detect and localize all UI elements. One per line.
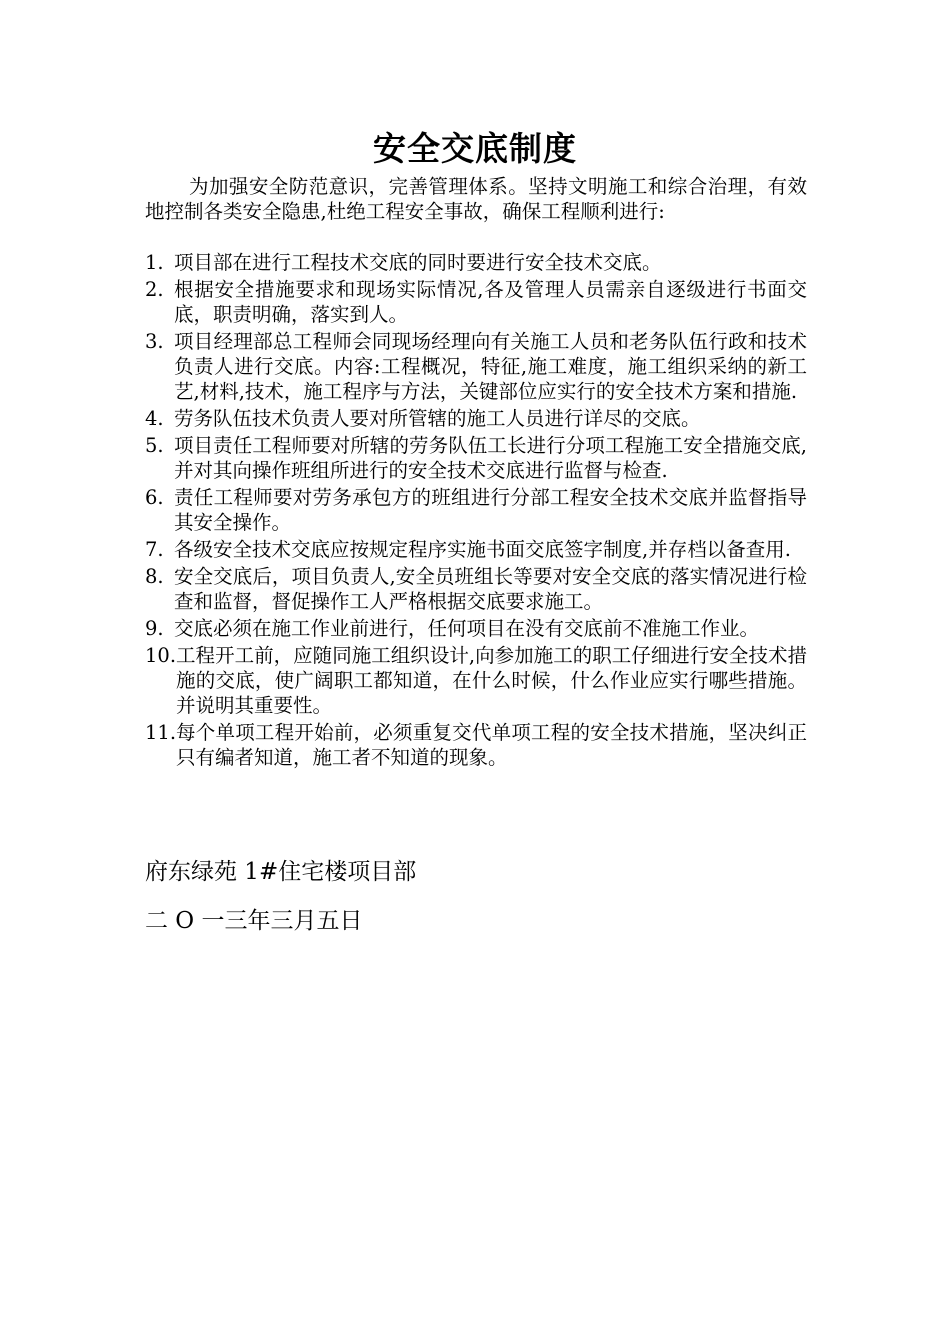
item-text: 责任工程师要对劳务承包方的班组进行分部工程安全技术交底并监督指导其安全操作。 — [174, 486, 807, 534]
item-text: 每个单项工程开始前，必须重复交代单项工程的安全技术措施，坚决纠正只有编者知道，施工者不知道的现象。 — [176, 721, 807, 769]
document-date: 二 O 一三年三月五日 — [145, 908, 363, 934]
list-item — [145, 250, 807, 275]
item-text: 劳务队伍技术负责人要对所管辖的施工人员进行详尽的交底。 — [174, 407, 701, 430]
item-number: 1. — [145, 251, 164, 274]
organization-signature: 府东绿苑 1#住宅楼项目部 — [145, 859, 417, 885]
item-number: 3. — [145, 330, 164, 353]
list-item — [145, 643, 807, 718]
list-item — [145, 277, 807, 327]
item-number: 4. — [145, 407, 164, 430]
list-item — [145, 485, 807, 535]
list-item — [145, 616, 807, 641]
item-text: 项目经理部总工程师会同现场经理向有关施工人员和老务队伍行政和技术负责人进行交底。内容:工程概况，特征,施工难度，施工组织采纳的新工艺,材料,技术，施工程序与方法，关键部位应实行的安全技术方案和措施. — [174, 330, 807, 403]
item-number: 6. — [145, 486, 164, 509]
list-item — [145, 720, 807, 770]
item-text: 交底必须在施工作业前进行，任何项目在没有交底前不准施工作业。 — [174, 617, 760, 640]
item-number: 10. — [145, 644, 177, 667]
item-number: 7. — [145, 538, 164, 561]
document-title: 安全交底制度 — [373, 129, 577, 168]
list-item — [145, 564, 807, 614]
list-item — [145, 406, 807, 431]
item-text: 安全交底后，项目负责人,安全员班组长等要对安全交底的落实情况进行检查和监督，督促操作工人严格根据交底要求施工。 — [174, 565, 807, 613]
list-item — [145, 329, 807, 404]
item-number: 8. — [145, 565, 164, 588]
item-number: 2. — [145, 278, 164, 301]
item-text: 项目部在进行工程技术交底的同时要进行安全技术交底。 — [174, 251, 662, 274]
item-text: 项目责任工程师要对所辖的劳务队伍工长进行分项工程施工安全措施交底,并对其向操作班组所进行的安全技术交底进行监督与检查. — [174, 434, 807, 482]
item-text: 工程开工前，应随同施工组织设计,向参加施工的职工仔细进行安全技术措施的交底，使广阔职工都知道，在什么时候，什么作业应实行哪些措施。并说明其重要性。 — [176, 644, 807, 717]
list-item — [145, 537, 807, 562]
item-text: 各级安全技术交底应按规定程序实施书面交底签字制度,并存档以备查用. — [174, 538, 791, 561]
item-number: 11. — [145, 721, 177, 744]
rules-list — [145, 250, 807, 772]
list-item — [145, 433, 807, 483]
item-number: 5. — [145, 434, 164, 457]
item-number: 9. — [145, 617, 164, 640]
item-text: 根据安全措施要求和现场实际情况,各及管理人员需亲自逐级进行书面交底，职责明确，落实到人。 — [174, 278, 807, 326]
intro-paragraph: 为加强安全防范意识，完善管理体系。坚持文明施工和综合治理，有效地控制各类安全隐患,杜绝工程安全事故，确保工程顺利进行: — [145, 175, 807, 223]
